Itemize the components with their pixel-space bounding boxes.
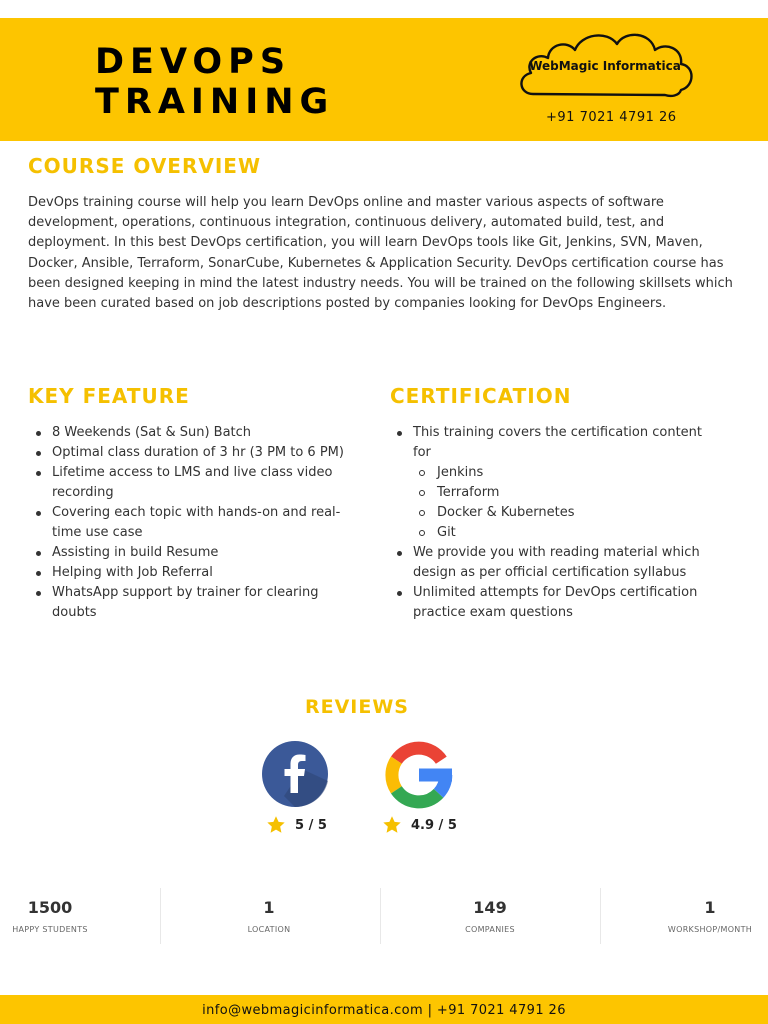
- stat-location: [189, 888, 349, 944]
- overview-text: DevOps training course will help you learn DevOps online and master various aspects of software development, operations, continuous integration, continuous delivery, automated build, test, and deployment. In this best DevOps certification, you will learn DevOps tools like Git, Jenkins, SVN, Maven, Docker, Ansible, Terraform, SonarCube, Kubernetes & Application Security. DevOps certification course has been designed keeping in mind the latest industry needs. You will be trained on the following skillsets which have been curated based on job descriptions posted by companies looking for DevOps Engineers.: [28, 195, 733, 312]
- star-icon: [382, 815, 402, 835]
- stat-label: HAPPY STUDENTS: [12, 925, 88, 934]
- stat-value: 1: [704, 898, 716, 917]
- tool-item: Terraform: [413, 483, 709, 503]
- stat-label: WORKSHOP/MONTH: [667, 925, 753, 934]
- stat-label: COMPANIES: [465, 925, 515, 934]
- key-feature-title: KEY FEATURE: [28, 384, 190, 408]
- tool-item: Jenkins: [413, 463, 709, 483]
- google-rating: [382, 815, 457, 835]
- certification-tools: [413, 463, 709, 543]
- company-logo: [515, 22, 695, 108]
- overview-title: COURSE OVERVIEW: [28, 154, 261, 178]
- list-item: [389, 423, 709, 543]
- stat-value: 1500: [27, 898, 73, 917]
- list-item: We provide you with reading material which design as per official certification syllabus: [389, 543, 709, 583]
- title-line-1: DEVOPS: [95, 42, 292, 82]
- list-item: Covering each topic with hands-on and real-time use case: [28, 503, 358, 543]
- header-phone[interactable]: +91 7021 4791 26: [546, 110, 677, 125]
- reviews-title: REVIEWS: [304, 696, 409, 718]
- stat-happy-students: [0, 888, 130, 944]
- page-title: [95, 42, 334, 122]
- footer-contact[interactable]: info@webmagicinformatica.com | +91 7021 4791 26: [0, 995, 768, 1024]
- facebook-icon[interactable]: [262, 741, 328, 807]
- stats-bar: [0, 888, 768, 944]
- list-item: Optimal class duration of 3 hr (3 PM to 6 PM): [28, 443, 358, 463]
- logo-text: WebMagic Informatica: [529, 59, 681, 73]
- facebook-rating: [266, 815, 327, 835]
- stat-workshop: [630, 888, 768, 944]
- google-rating-value: 4.9 / 5: [411, 817, 457, 833]
- certification-title: CERTIFICATION: [390, 384, 572, 408]
- star-icon: [266, 815, 286, 835]
- list-item: Assisting in build Resume: [28, 543, 358, 563]
- stat-value: 149: [473, 898, 507, 917]
- title-line-2: TRAINING: [95, 82, 335, 122]
- list-item: Unlimited attempts for DevOps certification practice exam questions: [389, 583, 709, 623]
- list-item: 8 Weekends (Sat & Sun) Batch: [28, 423, 358, 443]
- list-item: Helping with Job Referral: [28, 563, 358, 583]
- list-item: WhatsApp support by trainer for clearing doubts: [28, 583, 358, 623]
- google-icon[interactable]: [385, 741, 453, 809]
- certification-intro: This training covers the certification content for: [413, 425, 703, 460]
- stat-divider: [160, 888, 161, 944]
- facebook-rating-value: 5 / 5: [295, 817, 327, 833]
- list-item: Lifetime access to LMS and live class video recording: [28, 463, 358, 503]
- stat-value: 1: [263, 898, 275, 917]
- header-banner: [0, 18, 768, 141]
- stat-companies: [410, 888, 570, 944]
- stat-label: LOCATION: [247, 925, 291, 934]
- tool-item: Docker & Kubernetes: [413, 503, 709, 523]
- certification-list: [389, 423, 709, 623]
- stat-divider: [600, 888, 601, 944]
- stat-divider: [380, 888, 381, 944]
- tool-item: Git: [413, 523, 709, 543]
- key-feature-list: [28, 423, 358, 623]
